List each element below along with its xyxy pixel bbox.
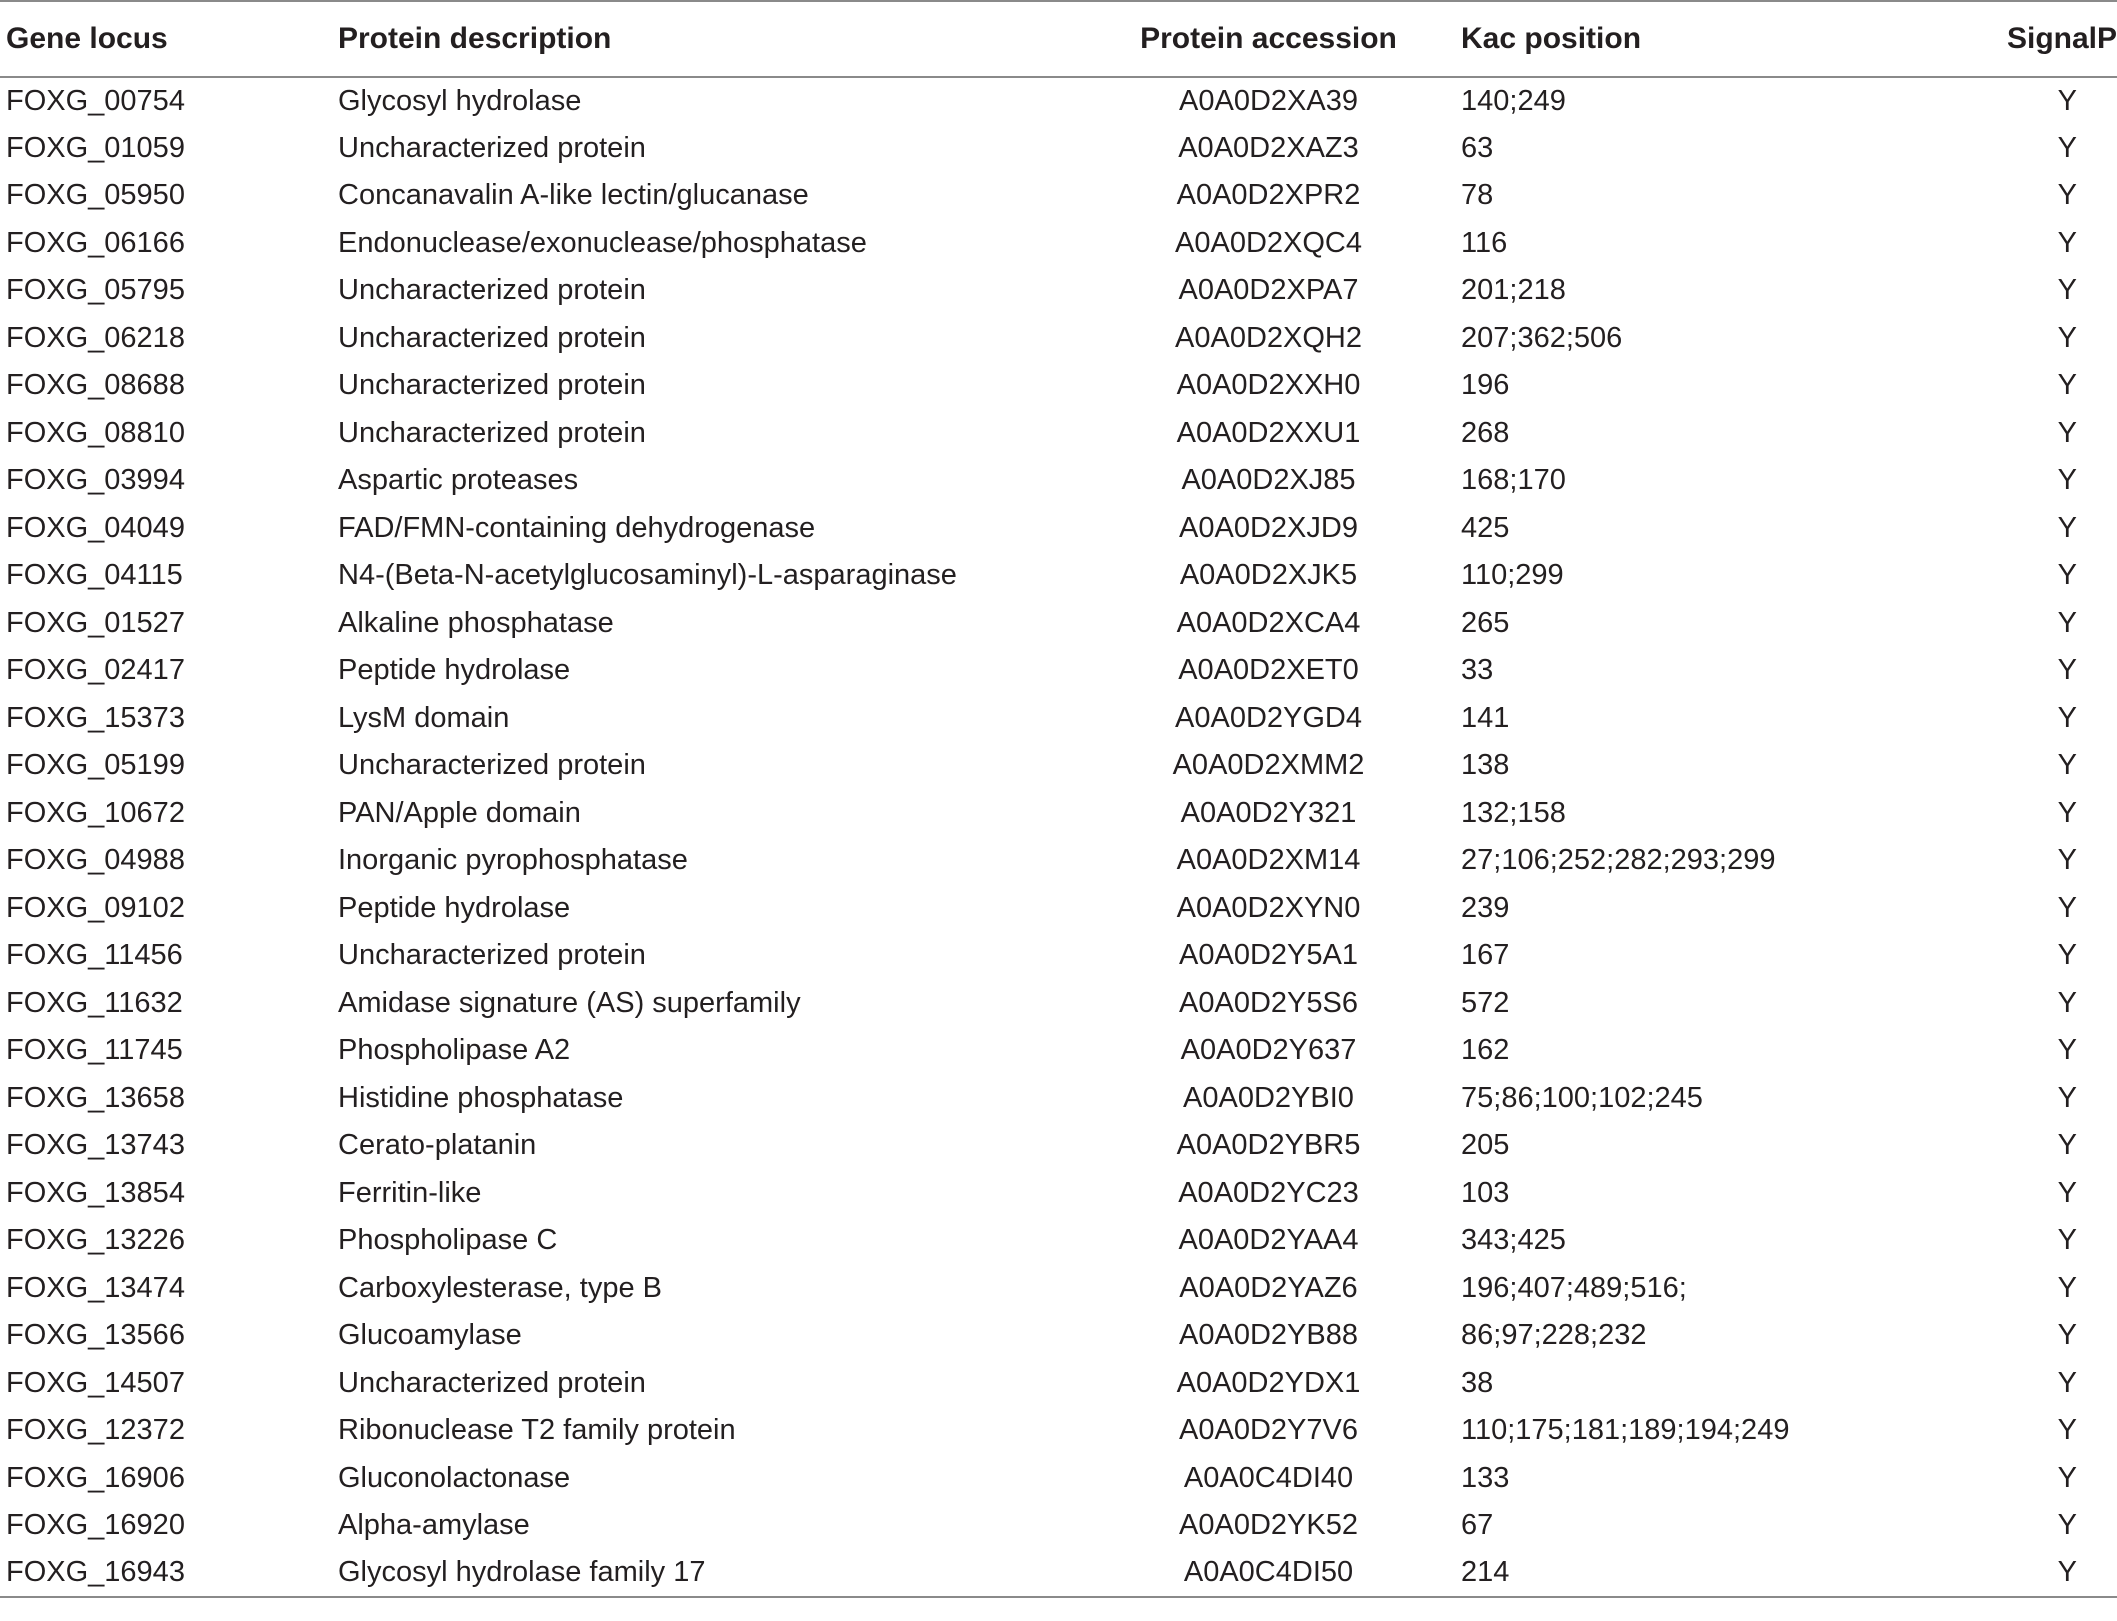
cell-signalp: Y <box>2057 1319 2077 1352</box>
cell-protein-description: Endonuclease/exonuclease/phosphatase <box>338 226 867 259</box>
cell-protein-accession: A0A0D2YAA4 <box>1178 1224 1359 1257</box>
cell-protein-accession: A0A0D2XJ85 <box>1181 464 1356 497</box>
cell-protein-accession: A0A0C4DI40 <box>1183 1461 1354 1494</box>
cell-signalp: Y <box>2057 321 2077 354</box>
cell-signalp: Y <box>2057 511 2077 544</box>
cell-signalp: Y <box>2057 1271 2077 1304</box>
cell-signalp: Y <box>2057 559 2077 592</box>
cell-gene-locus: FOXG_13226 <box>6 1224 185 1257</box>
cell-gene-locus: FOXG_15373 <box>6 701 185 734</box>
cell-protein-description: Peptide hydrolase <box>338 654 571 687</box>
cell-protein-description: Ribonuclease T2 family protein <box>338 1414 736 1447</box>
cell-kac-position: 138 <box>1461 749 1510 782</box>
cell-kac-position: 205 <box>1461 1129 1510 1162</box>
cell-gene-locus: FOXG_13474 <box>6 1271 185 1304</box>
cell-protein-accession: A0A0D2XMM2 <box>1172 749 1365 782</box>
cell-protein-accession: A0A0D2XYN0 <box>1176 891 1361 924</box>
table-row <box>0 1265 2117 1313</box>
cell-kac-position: 201;218 <box>1461 274 1566 307</box>
cell-kac-position: 75;86;100;102;245 <box>1461 1081 1703 1114</box>
cell-protein-accession: A0A0C4DI50 <box>1076 1550 1461 1598</box>
cell-protein-description: Uncharacterized protein <box>338 131 646 164</box>
cell-protein-description: Gluconolactonase <box>338 1461 571 1494</box>
header-protein-description: Protein description <box>338 1 1076 77</box>
cell-protein-accession: A0A0D2Y321 <box>1180 796 1357 829</box>
cell-signalp: Y <box>2057 1366 2077 1399</box>
cell-gene-locus: FOXG_10672 <box>6 796 185 829</box>
cell-signalp: Y <box>2057 416 2077 449</box>
cell-signalp: Y <box>2057 1034 2077 1067</box>
cell-kac-position: 67 <box>1461 1509 1494 1542</box>
cell-signalp: Y <box>2057 1176 2077 1209</box>
cell-gene-locus: FOXG_13658 <box>6 1081 185 1114</box>
cell-gene-locus: FOXG_05199 <box>6 749 185 782</box>
cell-protein-description: Uncharacterized protein <box>338 369 646 402</box>
cell-protein-accession: A0A0D2Y637 <box>1180 1034 1357 1067</box>
cell-gene-locus: FOXG_14507 <box>6 1366 185 1399</box>
cell-signalp: Y <box>2057 891 2077 924</box>
cell-protein-accession: A0A0D2Y5A1 <box>1179 939 1358 972</box>
cell-gene-locus: FOXG_16943 <box>0 1550 338 1598</box>
cell-gene-locus: FOXG_08810 <box>6 416 185 449</box>
cell-signalp: Y <box>2057 986 2077 1019</box>
cell-kac-position: 572 <box>1461 986 1510 1019</box>
cell-protein-description: PAN/Apple domain <box>338 796 581 829</box>
cell-gene-locus: FOXG_03994 <box>6 464 185 497</box>
cell-gene-locus: FOXG_06218 <box>6 321 185 354</box>
cell-gene-locus: FOXG_06166 <box>6 226 185 259</box>
cell-protein-accession: A0A0D2XJK5 <box>1179 559 1358 592</box>
cell-kac-position: 214 <box>1461 1550 1923 1598</box>
cell-signalp: Y <box>2057 369 2077 402</box>
cell-protein-accession: A0A0D2YDX1 <box>1176 1366 1361 1399</box>
cell-kac-position: 27;106;252;282;293;299 <box>1461 844 1776 877</box>
table-row <box>0 742 2117 790</box>
cell-signalp: Y <box>2057 1414 2077 1447</box>
cell-gene-locus: FOXG_16906 <box>6 1461 185 1494</box>
table-row <box>0 1075 2117 1123</box>
cell-gene-locus: FOXG_08688 <box>6 369 185 402</box>
table-row <box>0 315 2117 363</box>
table-row <box>0 1550 2117 1598</box>
table-row <box>0 695 2117 743</box>
cell-kac-position: 78 <box>1461 179 1494 212</box>
table-row <box>0 172 2117 220</box>
cell-protein-accession: A0A0D2Y5S6 <box>1179 986 1358 1019</box>
cell-protein-accession: A0A0D2XQC4 <box>1175 226 1362 259</box>
table-row <box>0 647 2117 695</box>
cell-signalp: Y <box>2057 1509 2077 1542</box>
header-kac-position: Kac position <box>1461 1 1923 77</box>
table-row <box>0 980 2117 1028</box>
cell-protein-accession: A0A0D2YK52 <box>1179 1509 1358 1542</box>
cell-gene-locus: FOXG_09102 <box>6 891 185 924</box>
cell-protein-accession: A0A0D2Y7V6 <box>1179 1414 1358 1447</box>
cell-signalp: Y <box>2057 654 2077 687</box>
cell-protein-accession: A0A0D2XCA4 <box>1176 606 1361 639</box>
table-row <box>0 457 2117 505</box>
cell-protein-description: Uncharacterized protein <box>338 749 646 782</box>
cell-gene-locus: FOXG_05795 <box>6 274 185 307</box>
cell-kac-position: 167 <box>1461 939 1510 972</box>
header-protein-accession: Protein accession <box>1076 1 1461 77</box>
cell-kac-position: 63 <box>1461 131 1494 164</box>
table-row <box>0 1407 2117 1455</box>
cell-protein-description: Uncharacterized protein <box>338 321 646 354</box>
cell-signalp: Y <box>2057 1129 2077 1162</box>
cell-protein-description: Histidine phosphatase <box>338 1081 624 1114</box>
cell-protein-description: Uncharacterized protein <box>338 416 646 449</box>
cell-kac-position: 268 <box>1461 416 1510 449</box>
cell-protein-accession: A0A0D2XAZ3 <box>1178 131 1359 164</box>
cell-protein-accession: A0A0D2XXH0 <box>1176 369 1361 402</box>
cell-gene-locus: FOXG_00754 <box>6 84 185 117</box>
table-row <box>0 77 2117 125</box>
table-row <box>0 1170 2117 1218</box>
cell-gene-locus: FOXG_11745 <box>6 1034 183 1067</box>
cell-gene-locus: FOXG_04988 <box>6 844 185 877</box>
cell-protein-accession: A0A0D2YB88 <box>1179 1319 1358 1352</box>
cell-protein-description: Phospholipase C <box>338 1224 558 1257</box>
cell-gene-locus: FOXG_13854 <box>6 1176 185 1209</box>
cell-kac-position: 33 <box>1461 654 1494 687</box>
cell-protein-description: Uncharacterized protein <box>338 1366 646 1399</box>
cell-protein-accession: A0A0D2XPR2 <box>1176 179 1361 212</box>
table-row <box>0 1122 2117 1170</box>
table-row <box>0 600 2117 648</box>
cell-signalp: Y <box>2057 606 2077 639</box>
cell-signalp: Y <box>2057 131 2077 164</box>
cell-signalp: Y <box>2057 84 2077 117</box>
cell-protein-description: Inorganic pyrophosphatase <box>338 844 688 877</box>
cell-kac-position: 425 <box>1461 511 1510 544</box>
cell-protein-accession: A0A0D2XA39 <box>1179 84 1358 117</box>
cell-signalp: Y <box>2057 1081 2077 1114</box>
table-row <box>0 552 2117 600</box>
cell-protein-accession: A0A0D2YGD4 <box>1175 701 1362 734</box>
cell-protein-description: Ferritin-like <box>338 1176 482 1209</box>
cell-gene-locus: FOXG_16920 <box>6 1509 185 1542</box>
cell-signalp: Y <box>2057 749 2077 782</box>
table-row <box>0 885 2117 933</box>
cell-signalp: Y <box>2057 179 2077 212</box>
cell-signalp: Y <box>2057 274 2077 307</box>
table-row <box>0 1312 2117 1360</box>
cell-kac-position: 141 <box>1461 701 1510 734</box>
cell-kac-position: 162 <box>1461 1034 1510 1067</box>
cell-protein-description: FAD/FMN-containing dehydrogenase <box>338 511 816 544</box>
table-row <box>0 1502 2117 1550</box>
cell-gene-locus: FOXG_11632 <box>6 986 183 1019</box>
cell-protein-description: Glycosyl hydrolase family 17 <box>338 1550 1076 1598</box>
cell-protein-description: Cerato-platanin <box>338 1129 537 1162</box>
cell-gene-locus: FOXG_01059 <box>6 131 185 164</box>
cell-kac-position: 133 <box>1461 1461 1510 1494</box>
cell-kac-position: 110;299 <box>1461 559 1564 592</box>
cell-gene-locus: FOXG_12372 <box>6 1414 185 1447</box>
cell-protein-accession: A0A0D2XXU1 <box>1176 416 1361 449</box>
cell-protein-accession: A0A0D2XPA7 <box>1178 274 1359 307</box>
cell-kac-position: 207;362;506 <box>1461 321 1623 354</box>
cell-protein-accession: A0A0D2XJD9 <box>1179 511 1358 544</box>
cell-signalp: Y <box>2057 1224 2077 1257</box>
table-row <box>0 790 2117 838</box>
cell-kac-position: 116 <box>1461 226 1508 259</box>
cell-gene-locus: FOXG_13566 <box>6 1319 185 1352</box>
cell-protein-accession: A0A0D2YC23 <box>1178 1176 1359 1209</box>
cell-signalp: Y <box>2057 226 2077 259</box>
cell-protein-description: Carboxylesterase, type B <box>338 1271 662 1304</box>
cell-protein-description: Phospholipase A2 <box>338 1034 571 1067</box>
cell-kac-position: 168;170 <box>1461 464 1566 497</box>
cell-signalp: Y <box>2057 796 2077 829</box>
cell-kac-position: 132;158 <box>1461 796 1566 829</box>
cell-protein-description: Amidase signature (AS) superfamily <box>338 986 801 1019</box>
cell-signalp: Y <box>2057 939 2077 972</box>
cell-kac-position: 140;249 <box>1461 84 1566 117</box>
cell-gene-locus: FOXG_04115 <box>6 559 183 592</box>
cell-gene-locus: FOXG_02417 <box>6 654 185 687</box>
header-gene-locus: Gene locus <box>0 1 338 77</box>
table-row <box>0 362 2117 410</box>
cell-gene-locus: FOXG_13743 <box>6 1129 185 1162</box>
cell-kac-position: 86;97;228;232 <box>1461 1319 1647 1352</box>
header-row <box>0 1 2117 77</box>
table-row <box>0 1027 2117 1075</box>
cell-gene-locus: FOXG_11456 <box>6 939 183 972</box>
cell-gene-locus: FOXG_01527 <box>6 606 185 639</box>
cell-kac-position: 110;175;181;189;194;249 <box>1461 1414 1790 1447</box>
cell-protein-accession: A0A0D2XQH2 <box>1175 321 1362 354</box>
table-row <box>0 267 2117 315</box>
cell-protein-description: Uncharacterized protein <box>338 274 646 307</box>
cell-protein-description: Glucoamylase <box>338 1319 522 1352</box>
table-row <box>0 125 2117 173</box>
table-row <box>0 1360 2117 1408</box>
cell-protein-description: Concanavalin A-like lectin/glucanase <box>338 179 809 212</box>
cell-protein-description: Glycosyl hydrolase <box>338 84 582 117</box>
table-row <box>0 220 2117 268</box>
table-row <box>0 932 2117 980</box>
cell-kac-position: 196;407;489;516; <box>1461 1271 1687 1304</box>
cell-protein-description: Uncharacterized protein <box>338 939 646 972</box>
header-signalp: SignalP <box>1923 1 2117 77</box>
cell-kac-position: 196 <box>1461 369 1510 402</box>
table-row <box>0 505 2117 553</box>
cell-protein-accession: A0A0D2YBI0 <box>1183 1081 1354 1114</box>
cell-kac-position: 343;425 <box>1461 1224 1566 1257</box>
cell-protein-description: LysM domain <box>338 701 510 734</box>
cell-signalp: Y <box>2057 464 2077 497</box>
cell-protein-description: Peptide hydrolase <box>338 891 571 924</box>
cell-signalp: Y <box>1923 1550 2117 1598</box>
cell-kac-position: 265 <box>1461 606 1510 639</box>
cell-kac-position: 103 <box>1461 1176 1510 1209</box>
table-row <box>0 1455 2117 1503</box>
cell-protein-accession: A0A0D2XM14 <box>1176 844 1361 877</box>
cell-protein-description: Aspartic proteases <box>338 464 579 497</box>
cell-protein-description: Alkaline phosphatase <box>338 606 614 639</box>
cell-protein-accession: A0A0D2XET0 <box>1178 654 1359 687</box>
cell-signalp: Y <box>2057 701 2077 734</box>
cell-signalp: Y <box>2057 1461 2077 1494</box>
cell-signalp: Y <box>2057 844 2077 877</box>
cell-protein-accession: A0A0D2YAZ6 <box>1179 1271 1358 1304</box>
cell-gene-locus: FOXG_04049 <box>6 511 185 544</box>
cell-kac-position: 38 <box>1461 1366 1494 1399</box>
cell-protein-accession: A0A0D2YBR5 <box>1176 1129 1361 1162</box>
cell-gene-locus: FOXG_05950 <box>6 179 185 212</box>
cell-protein-description: N4-(Beta-N-acetylglucosaminyl)-L-asparaginase <box>338 559 957 592</box>
table-row <box>0 837 2117 885</box>
table-body <box>0 77 2117 1597</box>
table-row <box>0 1217 2117 1265</box>
cell-protein-description: Alpha-amylase <box>338 1509 530 1542</box>
table-header <box>0 1 2117 77</box>
cell-kac-position: 239 <box>1461 891 1510 924</box>
table-row <box>0 410 2117 458</box>
